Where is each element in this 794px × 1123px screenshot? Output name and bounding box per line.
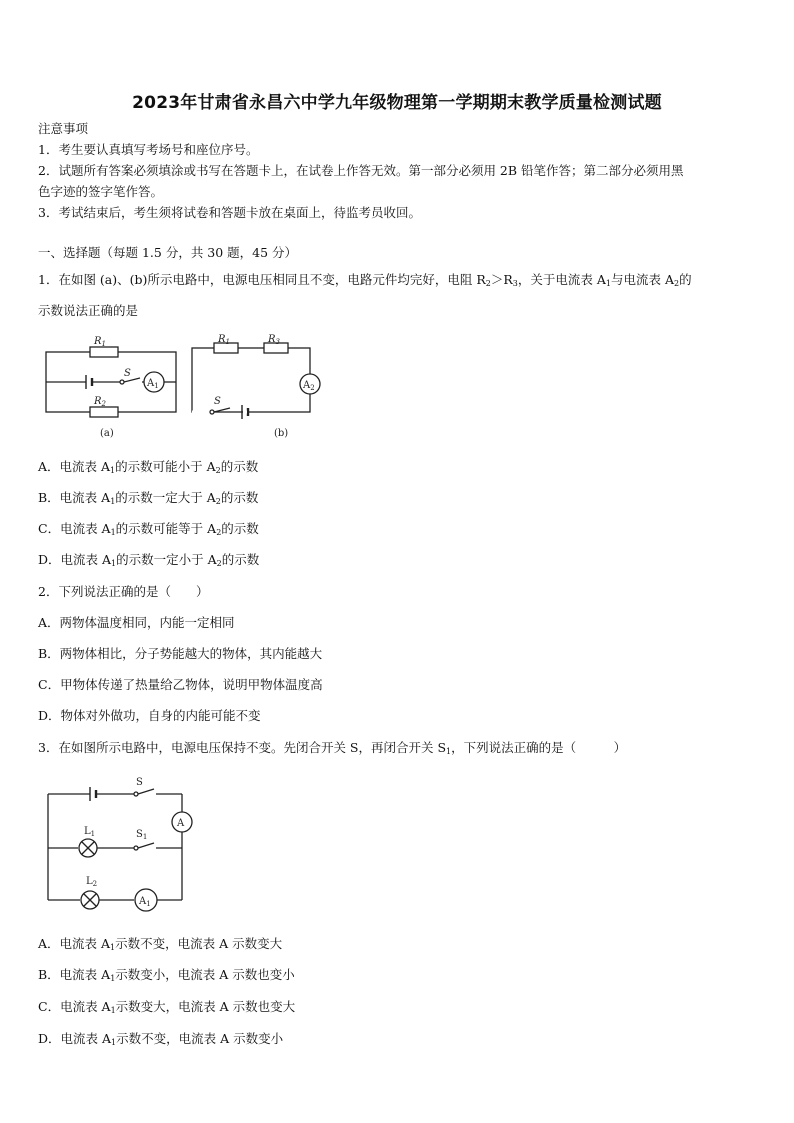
resistor-r1: [90, 347, 118, 357]
svg-text:R1: $R_1$: [94, 336, 106, 348]
svg-text:R3: $R_3$: [268, 334, 280, 346]
svg-text:S: S: [124, 368, 131, 379]
svg-text:L1: $L_1$: [84, 826, 96, 838]
q1-figure-b-caption: (b): [274, 428, 289, 439]
q1-figure-a-caption: (a): [100, 428, 114, 439]
q2-stem: 2．下列说法正确的是（ ）: [38, 584, 209, 599]
q3-option-c: C．电流表 $A_1$示数变大，电流表 A 示数也变大: [38, 999, 296, 1015]
q1-option-b: B．电流表 $A_1$的示数一定大于 $A_2$的示数: [38, 490, 259, 506]
switch-s-icon: [138, 789, 154, 794]
svg-text:A2: $A_2$: [303, 380, 315, 392]
svg-text:R2: $R_2$: [94, 396, 106, 408]
q2-option-b: B．两物体相比，分子势能越大的物体，其内能越大: [38, 646, 323, 661]
q1-circuit-a: [38, 332, 188, 442]
svg-text:L2: $L_2$: [86, 876, 98, 888]
svg-text:S1: $S_1$: [136, 829, 148, 841]
svg-text:A: A: [177, 818, 185, 829]
notice-item-2-cont: 色字迹的签字笔作答。: [38, 184, 164, 199]
q3-circuit: [38, 772, 208, 917]
q3-option-a: A．电流表 $A_1$示数不变，电流表 A 示数变大: [38, 936, 283, 952]
q1-option-c: C．电流表 $A_1$的示数可能等于 $A_2$的示数: [38, 521, 259, 537]
svg-text:A1: $A_1$: [147, 378, 159, 390]
section-heading: 一、选择题（每题 1.5 分，共 30 题，45 分）: [38, 245, 298, 260]
svg-text:S: S: [136, 777, 143, 788]
notice-item-2: 2．试题所有答案必须填涂或书写在答题卡上，在试卷上作答无效。第一部分必须用 2B 铅笔作答；第二部分必须用黑: [38, 163, 684, 178]
notice-heading: 注意事项: [38, 121, 89, 136]
notice-item-1: 1．考生要认真填写考场号和座位序号。: [38, 142, 259, 157]
svg-text:A1: $A_1$: [139, 896, 151, 908]
q3-stem: 3．在如图所示电路中，电源电压保持不变。先闭合开关 S，再闭合开关 $S_1$，下列说法正确的是（ ）: [38, 740, 627, 756]
q2-option-d: D．物体对外做功，自身的内能可能不变: [38, 708, 261, 723]
svg-text:S: S: [214, 396, 221, 407]
q1-stem-line1: 1．在如图 (a)、(b)所示电路中，电源电压相同且不变，电路元件均完好，电阻 $R_2>R_3$，关于电流表 $A_1$与电流表 $A_2$的: [38, 272, 692, 288]
switch-s1-icon: [138, 843, 154, 848]
q1-stem-line2: 示数说法正确的是: [38, 303, 139, 318]
q1-option-a: A．电流表 $A_1$的示数可能小于 $A_2$的示数: [38, 459, 259, 475]
q3-option-d: D．电流表 $A_1$示数不变，电流表 A 示数变小: [38, 1031, 284, 1047]
q1-option-d: D．电流表 $A_1$的示数一定小于 $A_2$的示数: [38, 552, 260, 568]
q3-option-b: B．电流表 $A_1$示数变小，电流表 A 示数也变小: [38, 967, 295, 983]
page-title: 2023年甘肃省永昌六中学九年级物理第一学期期末教学质量检测试题: [132, 93, 662, 113]
notice-item-3: 3．考试结束后，考生须将试卷和答题卡放在桌面上，待监考员收回。: [38, 205, 421, 220]
svg-text:R1: $R_1$: [218, 334, 230, 346]
q1-circuit-b: [186, 332, 326, 442]
q2-option-a: A．两物体温度相同，内能一定相同: [38, 615, 235, 630]
q2-option-c: C．甲物体传递了热量给乙物体，说明甲物体温度高: [38, 677, 323, 692]
resistor-r2: [90, 407, 118, 417]
